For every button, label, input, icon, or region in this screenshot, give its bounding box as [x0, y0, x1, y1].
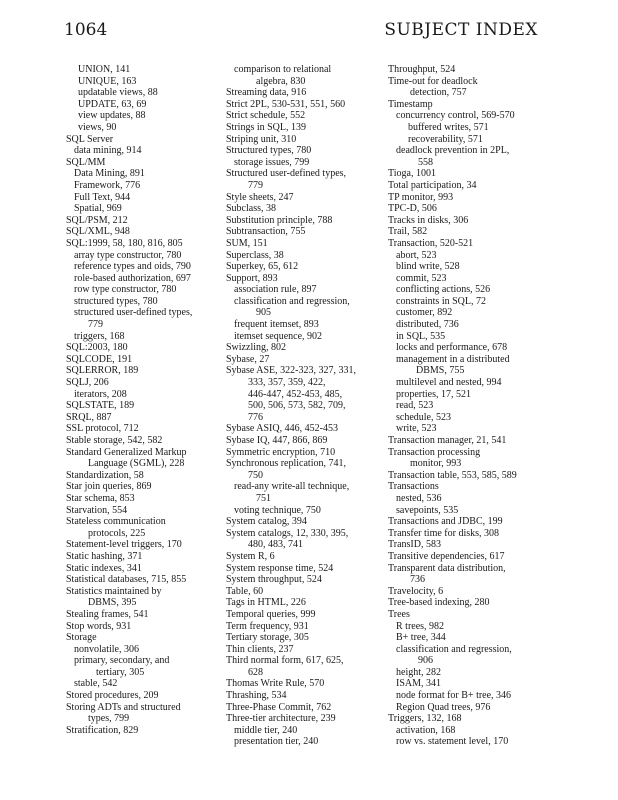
index-entry: TP monitor, 993 — [388, 191, 454, 203]
index-entry: System R, 6 — [226, 550, 275, 562]
index-entry: protocols, 225 — [88, 527, 146, 539]
index-entry: Swizzling, 802 — [226, 342, 286, 354]
index-entry: abort, 523 — [396, 249, 437, 261]
index-entry: Static hashing, 371 — [66, 550, 143, 562]
index-entry: frequent itemset, 893 — [234, 319, 319, 331]
index-entry: Tags in HTML, 226 — [226, 597, 306, 609]
page-number: 1064 — [64, 20, 108, 40]
index-entry: 480, 483, 741 — [248, 539, 303, 551]
index-entry: 500, 506, 573, 582, 709, — [248, 400, 346, 412]
index-entry: Full Text, 944 — [74, 191, 131, 203]
index-entry: 776 — [248, 411, 263, 423]
index-entry: DBMS, 395 — [88, 597, 137, 609]
index-entry: Thin clients, 237 — [226, 643, 294, 655]
index-entry: distributed, 736 — [396, 319, 459, 331]
index-entry: Streaming data, 916 — [226, 87, 307, 99]
index-entry: SRQL, 887 — [66, 411, 112, 423]
index-entry: SQLERROR, 189 — [66, 365, 139, 377]
index-entry: SQLSTATE, 189 — [66, 400, 135, 412]
index-entry: UNIQUE, 163 — [78, 75, 137, 87]
index-entry: properties, 17, 521 — [396, 388, 471, 400]
index-entry: blind write, 528 — [396, 261, 460, 273]
index-entry: in SQL, 535 — [396, 330, 446, 342]
index-entry: 736 — [410, 574, 425, 586]
index-entry: itemset sequence, 902 — [234, 330, 323, 342]
index-entry: structured user-defined types, — [74, 307, 193, 319]
index-entry: SQLJ, 206 — [66, 377, 109, 389]
index-entry: R trees, 982 — [396, 620, 445, 632]
index-entry: voting technique, 750 — [234, 504, 321, 516]
index-entry: comparison to relational — [234, 64, 332, 75]
index-entry: SQL/PSM, 212 — [66, 214, 128, 226]
index-entry: Time-out for deadlock — [388, 75, 478, 87]
index-entry: read, 523 — [396, 400, 434, 412]
index-entry: Statement-level triggers, 170 — [66, 539, 182, 551]
index-entry: Transparent data distribution, — [388, 562, 506, 574]
index-entry: Stable storage, 542, 582 — [66, 435, 163, 446]
index-entry: Starvation, 554 — [66, 504, 128, 516]
index-entry: Temporal queries, 999 — [226, 608, 316, 620]
index-column-3 — [388, 64, 550, 748]
index-entry: view updates, 88 — [78, 110, 146, 122]
index-entry: Transaction table, 553, 585, 589 — [388, 469, 517, 481]
index-entry: iterators, 208 — [74, 388, 127, 400]
index-entry: activation, 168 — [396, 724, 456, 736]
index-entry: nested, 536 — [396, 492, 442, 504]
index-entry: locks and performance, 678 — [396, 342, 508, 354]
index-entry: role-based authorization, 697 — [74, 272, 191, 284]
index-entry: classification and regression, — [396, 643, 512, 655]
index-entry: Three-tier architecture, 239 — [226, 713, 336, 725]
index-entry: 751 — [256, 492, 271, 504]
index-entry: SQL/MM — [66, 156, 106, 168]
index-entry: SQL:1999, 58, 180, 816, 805 — [66, 237, 183, 249]
index-entry: Substitution principle, 788 — [226, 214, 333, 226]
index-entry: concurrency control, 569-570 — [396, 110, 515, 122]
index-entry: savepoints, 535 — [396, 504, 459, 516]
index-entry: Triggers, 132, 168 — [388, 713, 462, 725]
index-entry: 905 — [256, 307, 271, 319]
index-entry: Standardization, 58 — [66, 469, 144, 481]
index-entry: Style sheets, 247 — [226, 191, 294, 203]
index-entry: Subclass, 38 — [226, 203, 276, 215]
index-entry: Storing ADTs and structured — [66, 701, 181, 713]
index-entry: row type constructor, 780 — [74, 284, 177, 296]
index-entry: 446-447, 452-453, 485, — [248, 388, 343, 400]
index-entry: recoverability, 571 — [408, 133, 483, 145]
index-entry: types, 799 — [88, 713, 130, 725]
index-entry: nonvolatile, 306 — [74, 643, 139, 655]
index-entry: management in a distributed — [396, 353, 510, 365]
index-entry: commit, 523 — [396, 272, 447, 284]
index-entry: deadlock prevention in 2PL, — [396, 145, 510, 157]
index-entry: Stateless communication — [66, 516, 166, 528]
index-entry: triggers, 168 — [74, 330, 125, 342]
index-entry: TransID, 583 — [388, 539, 441, 551]
index-entry: Third normal form, 617, 625, — [226, 655, 344, 667]
index-entry: reference types and oids, 790 — [74, 261, 191, 273]
index-entry: association rule, 897 — [234, 284, 317, 296]
index-entry: System throughput, 524 — [226, 574, 322, 586]
index-entry: storage issues, 799 — [234, 156, 310, 168]
index-column-1 — [66, 64, 226, 736]
index-entry: structured types, 780 — [74, 295, 158, 307]
page-header — [64, 20, 538, 50]
index-entry: SQL Server — [66, 133, 114, 145]
index-entry: customer, 892 — [396, 307, 453, 319]
index-entry: SQL/XML, 948 — [66, 226, 130, 238]
index-entry: 779 — [248, 179, 263, 191]
index-entry: ISAM, 341 — [396, 678, 442, 690]
index-entry: classification and regression, — [234, 295, 350, 307]
index-entry: Transaction, 520-521 — [388, 237, 474, 249]
index-entry: detection, 757 — [410, 87, 467, 99]
index-entry: 906 — [418, 655, 433, 667]
index-entry: Striping unit, 310 — [226, 133, 297, 145]
index-entry: Region Quad trees, 976 — [396, 701, 491, 713]
index-entry: Tree-based indexing, 280 — [388, 597, 490, 609]
index-entry: Travelocity, 6 — [388, 585, 444, 597]
index-entry: Strings in SQL, 139 — [226, 121, 307, 133]
index-entry: Static indexes, 341 — [66, 562, 142, 574]
index-entry: Sybase ASIQ, 446, 452-453 — [226, 423, 338, 435]
index-entry: 628 — [248, 666, 263, 678]
index-entry: Star schema, 853 — [66, 492, 135, 504]
index-entry: 750 — [248, 469, 263, 481]
index-entry: tertiary, 305 — [96, 666, 145, 678]
index-entry: Tracks in disks, 306 — [388, 214, 469, 226]
index-entry: System response time, 524 — [226, 562, 334, 574]
index-entry: conflicting actions, 526 — [396, 284, 491, 296]
index-entry: Superkey, 65, 612 — [226, 261, 299, 273]
index-entry: Stratification, 829 — [66, 724, 139, 736]
index-entry: Superclass, 38 — [226, 249, 284, 261]
index-entry: write, 523 — [396, 423, 437, 435]
index-entry: Table, 60 — [226, 585, 264, 597]
index-entry: Statistics maintained by — [66, 585, 162, 597]
index-entry: Spatial, 969 — [74, 203, 122, 215]
index-entry: presentation tier, 240 — [234, 736, 319, 748]
index-entry: Support, 893 — [226, 272, 278, 284]
index-entry: row vs. statement level, 170 — [396, 736, 509, 748]
index-entry: Thrashing, 534 — [226, 690, 287, 702]
index-entry: System catalogs, 12, 330, 395, — [226, 527, 349, 539]
index-entry: buffered writes, 571 — [408, 121, 489, 133]
index-entry: Transfer time for disks, 308 — [388, 527, 500, 539]
index-entry: monitor, 993 — [410, 458, 462, 470]
index-entry: Sybase ASE, 322-323, 327, 331, — [226, 365, 356, 377]
index-entry: height, 282 — [396, 666, 441, 678]
index-entry: Term frequency, 931 — [226, 620, 309, 632]
index-entry: data mining, 914 — [74, 145, 142, 157]
index-entry: schedule, 523 — [396, 411, 451, 423]
index-entry: B+ tree, 344 — [396, 632, 446, 644]
index-entry: Storage — [66, 632, 97, 644]
index-entry: Subtransaction, 755 — [226, 226, 306, 238]
index-entry: middle tier, 240 — [234, 724, 298, 736]
index-entry: Symmetric encryption, 710 — [226, 446, 336, 458]
index-entry: Transactions — [388, 481, 439, 493]
index-entry: Statistical databases, 715, 855 — [66, 574, 187, 586]
index-entry: algebra, 830 — [256, 75, 306, 87]
index-entry: 333, 357, 359, 422, — [248, 377, 326, 389]
index-entry: 779 — [88, 319, 103, 331]
index-entry: array type constructor, 780 — [74, 249, 182, 261]
index-entry: SSL protocol, 712 — [66, 423, 139, 435]
index-entry: Total participation, 34 — [388, 179, 477, 191]
index-entry: TPC-D, 506 — [388, 203, 437, 215]
index-entry: Data Mining, 891 — [74, 168, 145, 180]
index-entry: Trail, 582 — [388, 226, 428, 238]
index-entry: UNION, 141 — [78, 64, 131, 75]
index-entry: 558 — [418, 156, 433, 168]
index-entry: Standard Generalized Markup — [66, 446, 187, 458]
index-entry: updatable views, 88 — [78, 87, 158, 99]
index-entry: Strict schedule, 552 — [226, 110, 306, 122]
index-entry: Timestamp — [388, 98, 433, 110]
index-entry: Language (SGML), 228 — [88, 458, 185, 470]
index-column-2 — [226, 64, 386, 748]
index-entry: Tertiary storage, 305 — [226, 632, 309, 644]
index-entry: DBMS, 755 — [416, 365, 465, 377]
index-entry: SUM, 151 — [226, 237, 268, 249]
index-entry: read-any write-all technique, — [234, 481, 350, 493]
index-entry: Sybase, 27 — [226, 353, 270, 365]
index-entry: Transactions and JDBC, 199 — [388, 516, 503, 528]
index-entry: stable, 542 — [74, 678, 118, 690]
index-entry: views, 90 — [78, 121, 117, 133]
index-entry: multilevel and nested, 994 — [396, 377, 502, 389]
index-entry: node format for B+ tree, 346 — [396, 690, 512, 702]
index-entry: SQL:2003, 180 — [66, 342, 128, 354]
index-entry: SQLCODE, 191 — [66, 353, 133, 365]
index-entry: Star join queries, 869 — [66, 481, 152, 493]
index-entry: Transaction manager, 21, 541 — [388, 435, 507, 446]
index-entry: Thomas Write Rule, 570 — [226, 678, 325, 690]
index-entry: Sybase IQ, 447, 866, 869 — [226, 435, 328, 446]
index-entry: Framework, 776 — [74, 179, 141, 191]
index-entry: UPDATE, 63, 69 — [78, 98, 147, 110]
index-entry: Stored procedures, 209 — [66, 690, 159, 702]
index-entry: Structured user-defined types, — [226, 168, 347, 180]
index-entry: Throughput, 524 — [388, 64, 456, 75]
index-entry: Strict 2PL, 530-531, 551, 560 — [226, 98, 346, 110]
index-entry: Synchronous replication, 741, — [226, 458, 346, 470]
index-entry: Stealing frames, 541 — [66, 608, 149, 620]
index-entry: constraints in SQL, 72 — [396, 295, 486, 307]
index-entry: Trees — [388, 608, 410, 620]
index-entry: Transaction processing — [388, 446, 481, 458]
index-entry: Structured types, 780 — [226, 145, 312, 157]
index-entry: Three-Phase Commit, 762 — [226, 701, 332, 713]
index-entry: System catalog, 394 — [226, 516, 307, 528]
index-entry: primary, secondary, and — [74, 655, 170, 667]
index-entry: Tioga, 1001 — [388, 168, 436, 180]
running-title: SUBJECT INDEX — [384, 20, 538, 40]
index-entry: Transitive dependencies, 617 — [388, 550, 505, 562]
index-entry: Stop words, 931 — [66, 620, 132, 632]
